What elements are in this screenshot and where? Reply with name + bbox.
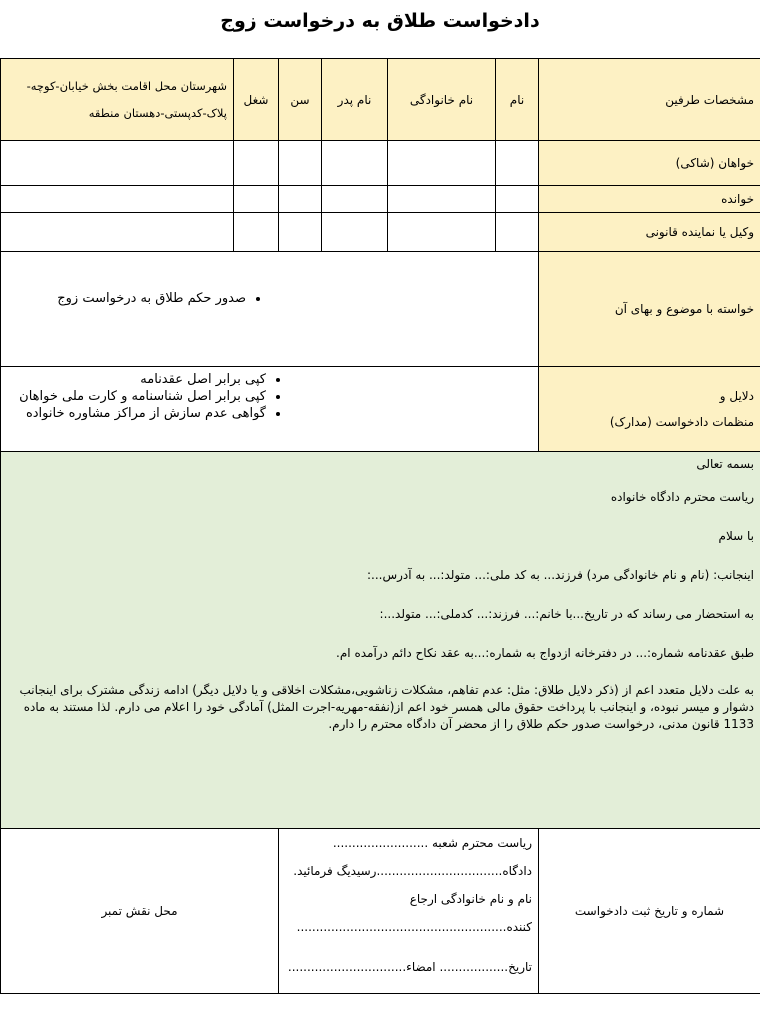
- evidence-item: • کپی برابر اصل شناسنامه و کارت ملی خواهان: [7, 388, 266, 405]
- request-row: [1, 252, 760, 367]
- plaintiff-label: خواهان (شاکی): [539, 141, 760, 186]
- header-family: نام خانوادگی: [388, 59, 496, 141]
- lawyer-father-cell[interactable]: [322, 213, 388, 252]
- evidence-item: • کپی برابر اصل عقدنامه: [7, 371, 266, 388]
- referral-cell: [279, 829, 539, 994]
- plaintiff-address-cell[interactable]: [1, 141, 234, 186]
- evidence-row: [1, 367, 760, 452]
- plaintiff-father-cell[interactable]: [322, 141, 388, 186]
- evidence-item: • گواهی عدم سازش از مراکز مشاوره خانواده: [7, 405, 266, 422]
- request-list: [7, 290, 268, 307]
- defendant-row: [1, 186, 760, 213]
- registration-cell: شماره و تاریخ ثبت دادخواست: [539, 829, 760, 994]
- letter-row: [1, 452, 760, 829]
- evidence-list: [7, 371, 288, 422]
- defendant-father-cell[interactable]: [322, 186, 388, 213]
- request-content: [1, 252, 539, 367]
- defendant-address-cell[interactable]: [1, 186, 234, 213]
- header-father: نام پدر: [322, 59, 388, 141]
- court-line[interactable]: دادگاه.................................رسیدیگ فرمائید.: [293, 864, 532, 878]
- refer-line-1: نام و نام خانوادگی ارجاع: [409, 892, 532, 906]
- header-job: شغل: [234, 59, 279, 141]
- header-address: شهرستان محل اقامت بخش خیابان-کوچه-پلاک-کدپستی-دهستان منطقه: [1, 59, 234, 141]
- petition-table: [0, 58, 760, 994]
- plaintiff-age-cell[interactable]: [279, 141, 322, 186]
- request-label: خواسته با موضوع و بهای آن: [539, 252, 760, 367]
- page-title: دادخواست طلاق به درخواست زوج: [220, 10, 540, 32]
- plaintiff-job-cell[interactable]: [234, 141, 279, 186]
- plaintiff-row: [1, 141, 760, 186]
- letter-addressee: ریاست محترم دادگاه خانواده: [610, 490, 754, 504]
- lawyer-row: [1, 213, 760, 252]
- letter-line-contract: طبق عقدنامه شماره:... در دفترخانه ازدواج به شماره:...به عقد نکاح دائم درآمده ام.: [336, 646, 754, 660]
- evidence-label-line1: دلایل و: [719, 389, 754, 403]
- request-item: • صدور حکم طلاق به درخواست زوج: [7, 290, 246, 307]
- evidence-label-line2: منظمات دادخواست (مدارک): [609, 415, 754, 429]
- defendant-family-cell[interactable]: [388, 186, 496, 213]
- plaintiff-family-cell[interactable]: [388, 141, 496, 186]
- letter-line-marriage: به استحضار می رساند که در تاریخ...با خانم:... فرزند:... کدملی:... متولد...:: [379, 607, 754, 621]
- lawyer-name-cell[interactable]: [496, 213, 539, 252]
- header-parties: مشخصات طرفین: [539, 59, 760, 141]
- letter-greeting: با سلام: [718, 529, 754, 543]
- defendant-label: خوانده: [539, 186, 760, 213]
- lawyer-age-cell[interactable]: [279, 213, 322, 252]
- refer-line-2[interactable]: کننده.......................................................: [296, 920, 532, 934]
- letter-reasons: به علت دلایل متعدد اعم از (ذکر دلایل طلاق: مثل: عدم تفاهم، مشکلات زناشویی،مشکلات اخلاقی و یا دلایل دیگر) ادامه زندگی مشترک برای اینجانب دشوار و میسر نبوده، و اینجانب با پرداخت حقوق مالی همسر خود اعم از(نفقه-مهریه-اجرت المثل) آمادگی خود را اعلام می دارم. لذا مستند به ماده 1133 قانون مدنی، درخواست صدور حکم طلاق را از محضر آن دادگاه محترم را دارم.: [19, 683, 754, 731]
- letter-body: [1, 452, 760, 829]
- letter-basmala: بسمه تعالی: [696, 457, 754, 471]
- letter-line-applicant: اینجانب: (نام و نام خانوادگی مرد) فرزند... به کد ملی:... متولد:... به آدرس...:: [366, 568, 754, 582]
- plaintiff-name-cell[interactable]: [496, 141, 539, 186]
- lawyer-job-cell[interactable]: [234, 213, 279, 252]
- defendant-job-cell[interactable]: [234, 186, 279, 213]
- header-row: [1, 59, 760, 141]
- stamp-cell: محل نقش تمبر: [1, 829, 279, 994]
- defendant-name-cell[interactable]: [496, 186, 539, 213]
- lawyer-address-cell[interactable]: [1, 213, 234, 252]
- lawyer-family-cell[interactable]: [388, 213, 496, 252]
- header-name: نام: [496, 59, 539, 141]
- lawyer-label: وکیل یا نماینده قانونی: [539, 213, 760, 252]
- defendant-age-cell[interactable]: [279, 186, 322, 213]
- branch-line[interactable]: ریاست محترم شعبه .........................: [332, 836, 532, 850]
- header-age: سن: [279, 59, 322, 141]
- evidence-content: [1, 367, 539, 452]
- evidence-label: [539, 367, 760, 452]
- date-sign-line[interactable]: تاریخ.................. امضاء...............................: [287, 960, 532, 974]
- footer-row: [1, 829, 760, 994]
